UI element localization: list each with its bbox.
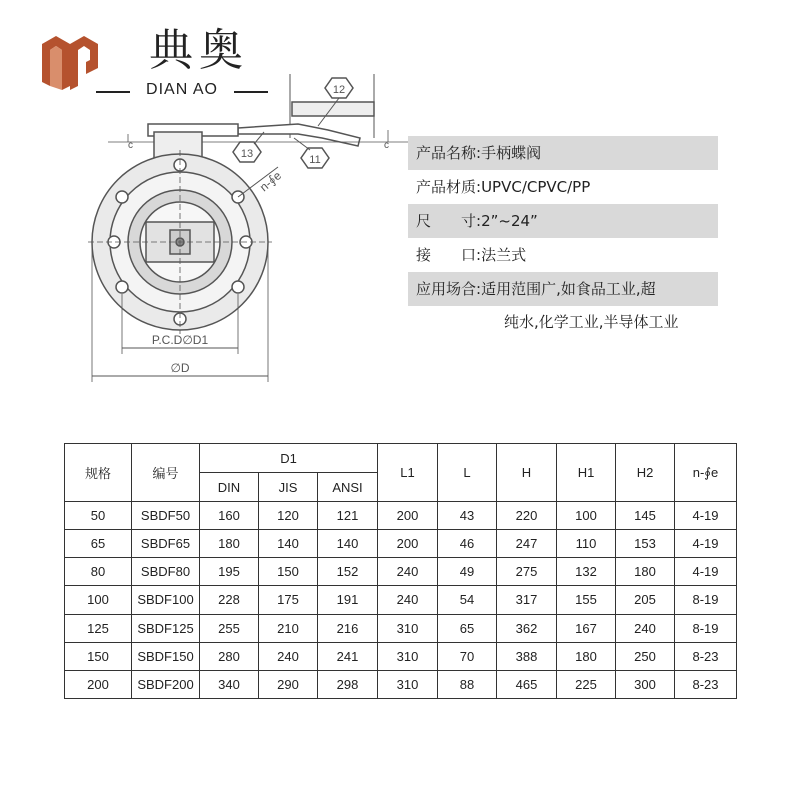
header-l: L xyxy=(438,444,497,502)
pcd-label: P.C.D∅D1 xyxy=(151,333,209,347)
table-cell: 255 xyxy=(200,614,259,642)
table-cell: 275 xyxy=(497,558,557,586)
table-cell: 200 xyxy=(378,502,438,530)
table-cell: 110 xyxy=(557,530,616,558)
bolt-holes-label: n-∮e xyxy=(256,168,285,195)
table-cell: 152 xyxy=(318,558,378,586)
table-row xyxy=(65,586,737,614)
spec-row-connection xyxy=(408,238,718,272)
table-cell: 180 xyxy=(200,530,259,558)
header-h2: H2 xyxy=(616,444,675,502)
brand-name-en: DIAN AO xyxy=(146,81,218,98)
table-row xyxy=(65,530,737,558)
header-h: H xyxy=(497,444,557,502)
table-cell: 317 xyxy=(497,586,557,614)
table-cell: 240 xyxy=(378,558,438,586)
table-cell: 145 xyxy=(616,502,675,530)
table-row xyxy=(65,558,737,586)
spec-key: 产品名称: xyxy=(416,144,482,162)
header-ansi: ANSI xyxy=(318,473,378,502)
outer-diameter-label: ∅D xyxy=(170,361,190,375)
table-cell: 80 xyxy=(65,558,132,586)
header-d1: D1 xyxy=(200,444,378,473)
table-cell: 8-19 xyxy=(675,614,737,642)
table-cell: 300 xyxy=(616,670,675,698)
table-cell: 340 xyxy=(200,670,259,698)
table-cell: 310 xyxy=(378,670,438,698)
spec-row-application xyxy=(408,272,718,306)
table-cell: 4-19 xyxy=(675,530,737,558)
table-row xyxy=(65,502,737,530)
table-row xyxy=(65,642,737,670)
spec-value: 适用范围广,如食品工业,超 xyxy=(481,280,656,298)
table-cell: 70 xyxy=(438,642,497,670)
table-cell: 228 xyxy=(200,586,259,614)
table-cell: 280 xyxy=(200,642,259,670)
table-cell: 125 xyxy=(65,614,132,642)
callout-12-label: 12 xyxy=(332,84,346,96)
spec-value: 法兰式 xyxy=(481,246,527,264)
dimension-table xyxy=(64,443,737,699)
table-cell: 200 xyxy=(65,670,132,698)
table-cell: 121 xyxy=(318,502,378,530)
spec-value: 2”~24” xyxy=(481,212,538,230)
table-cell: 465 xyxy=(497,670,557,698)
table-cell: 132 xyxy=(557,558,616,586)
table-cell: 65 xyxy=(438,614,497,642)
table-cell: 155 xyxy=(557,586,616,614)
table-cell: SBDF200 xyxy=(132,670,200,698)
table-cell: 240 xyxy=(378,586,438,614)
header-h1: H1 xyxy=(557,444,616,502)
table-cell: SBDF150 xyxy=(132,642,200,670)
table-body xyxy=(65,502,737,699)
table-cell: 216 xyxy=(318,614,378,642)
header-l1: L1 xyxy=(378,444,438,502)
table-cell: 195 xyxy=(200,558,259,586)
table-cell: 310 xyxy=(378,642,438,670)
spec-key: 产品材质: xyxy=(416,178,482,196)
table-cell: 175 xyxy=(259,586,318,614)
spec-row-material xyxy=(408,170,718,204)
table-cell: 150 xyxy=(65,642,132,670)
table-cell: SBDF65 xyxy=(132,530,200,558)
table-cell: 310 xyxy=(378,614,438,642)
table-cell: 150 xyxy=(259,558,318,586)
table-cell: 160 xyxy=(200,502,259,530)
table-row xyxy=(65,670,737,698)
spec-key: 接 口: xyxy=(416,246,482,264)
table-cell: 8-19 xyxy=(675,586,737,614)
handle-drawing xyxy=(108,74,408,146)
table-cell: 153 xyxy=(616,530,675,558)
table-row xyxy=(65,614,737,642)
table-cell: 49 xyxy=(438,558,497,586)
table-cell: SBDF100 xyxy=(132,586,200,614)
table-cell: 54 xyxy=(438,586,497,614)
table-cell: 4-19 xyxy=(675,502,737,530)
spec-value: 手柄蝶阀 xyxy=(481,144,542,162)
spec-row-application-continued: 纯水,化学工业,半导体工业 xyxy=(504,313,679,331)
table-cell: 362 xyxy=(497,614,557,642)
table-header-row xyxy=(65,444,737,473)
table-cell: 46 xyxy=(438,530,497,558)
table-cell: 241 xyxy=(318,642,378,670)
header-spec: 规格 xyxy=(65,444,132,502)
table-cell: 220 xyxy=(497,502,557,530)
spec-key: 尺 寸: xyxy=(416,212,482,230)
table-cell: 240 xyxy=(259,642,318,670)
table-cell: 167 xyxy=(557,614,616,642)
table-cell: 88 xyxy=(438,670,497,698)
table-cell: 180 xyxy=(616,558,675,586)
spec-key: 应用场合: xyxy=(416,280,482,298)
product-spec-list xyxy=(408,136,718,338)
brand-name-cn: 典奥 xyxy=(149,25,249,76)
table-cell: 4-19 xyxy=(675,558,737,586)
table-cell: 43 xyxy=(438,502,497,530)
table-cell: 240 xyxy=(616,614,675,642)
callout-13-label: 13 xyxy=(240,148,254,160)
table-cell: 210 xyxy=(259,614,318,642)
table-cell: 8-23 xyxy=(675,642,737,670)
spec-value: UPVC/CPVC/PP xyxy=(481,178,591,196)
table-cell: 180 xyxy=(557,642,616,670)
table-cell: 65 xyxy=(65,530,132,558)
table-cell: 388 xyxy=(497,642,557,670)
table-cell: 205 xyxy=(616,586,675,614)
table-cell: 298 xyxy=(318,670,378,698)
table-cell: 100 xyxy=(557,502,616,530)
header-code: 编号 xyxy=(132,444,200,502)
table-cell: 8-23 xyxy=(675,670,737,698)
table-cell: SBDF80 xyxy=(132,558,200,586)
c-dimension-right: c xyxy=(384,140,389,151)
table-cell: SBDF125 xyxy=(132,614,200,642)
table-cell: 191 xyxy=(318,586,378,614)
table-cell: 140 xyxy=(259,530,318,558)
table-cell: 50 xyxy=(65,502,132,530)
table-cell: 247 xyxy=(497,530,557,558)
header-din: DIN xyxy=(200,473,259,502)
butterfly-valve-drawing xyxy=(88,72,408,388)
table-cell: 250 xyxy=(616,642,675,670)
spec-row-name xyxy=(408,136,718,170)
table-cell: 200 xyxy=(378,530,438,558)
table-cell: SBDF50 xyxy=(132,502,200,530)
table-cell: 140 xyxy=(318,530,378,558)
table-cell: 225 xyxy=(557,670,616,698)
header-jis: JIS xyxy=(259,473,318,502)
table-cell: 290 xyxy=(259,670,318,698)
spec-row-size xyxy=(408,204,718,238)
callout-11-label: 11 xyxy=(309,154,321,166)
header-bolt-holes: n-∮e xyxy=(675,444,737,502)
c-dimension-left: c xyxy=(128,140,133,151)
table-cell: 120 xyxy=(259,502,318,530)
table-cell: 100 xyxy=(65,586,132,614)
